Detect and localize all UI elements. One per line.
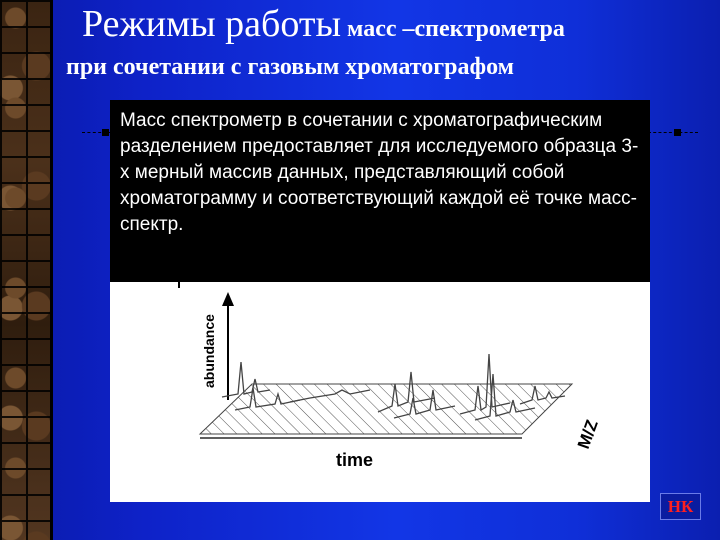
mz-label: M/Z bbox=[573, 417, 602, 452]
abundance-axis-arrow bbox=[222, 292, 234, 306]
connector-right bbox=[648, 127, 698, 139]
connector-handle-right bbox=[674, 129, 681, 136]
title-main: Режимы работы bbox=[82, 3, 342, 45]
border-grid-lines bbox=[0, 0, 52, 540]
nk-nav-button[interactable]: НК bbox=[660, 493, 701, 520]
border-edge-line bbox=[50, 0, 53, 540]
time-label: time bbox=[336, 450, 374, 470]
description-text: Масс спектрометр в сочетании с хроматографическим разделением предоставляет для исследуемого образца 3-х мерный массив данных, представляющий собой хроматограмму и соответствующий каждой её точке масс-спектр. bbox=[110, 100, 650, 282]
gcms-3d-diagram bbox=[110, 282, 650, 502]
connector-left bbox=[82, 127, 112, 139]
slide-subtitle: при сочетании с газовым хроматографом bbox=[66, 54, 514, 80]
title-rest: масс –спектрометра bbox=[347, 16, 565, 42]
slide-title bbox=[82, 2, 565, 46]
connector-handle-left bbox=[102, 129, 109, 136]
abundance-label: abundance bbox=[201, 314, 217, 388]
